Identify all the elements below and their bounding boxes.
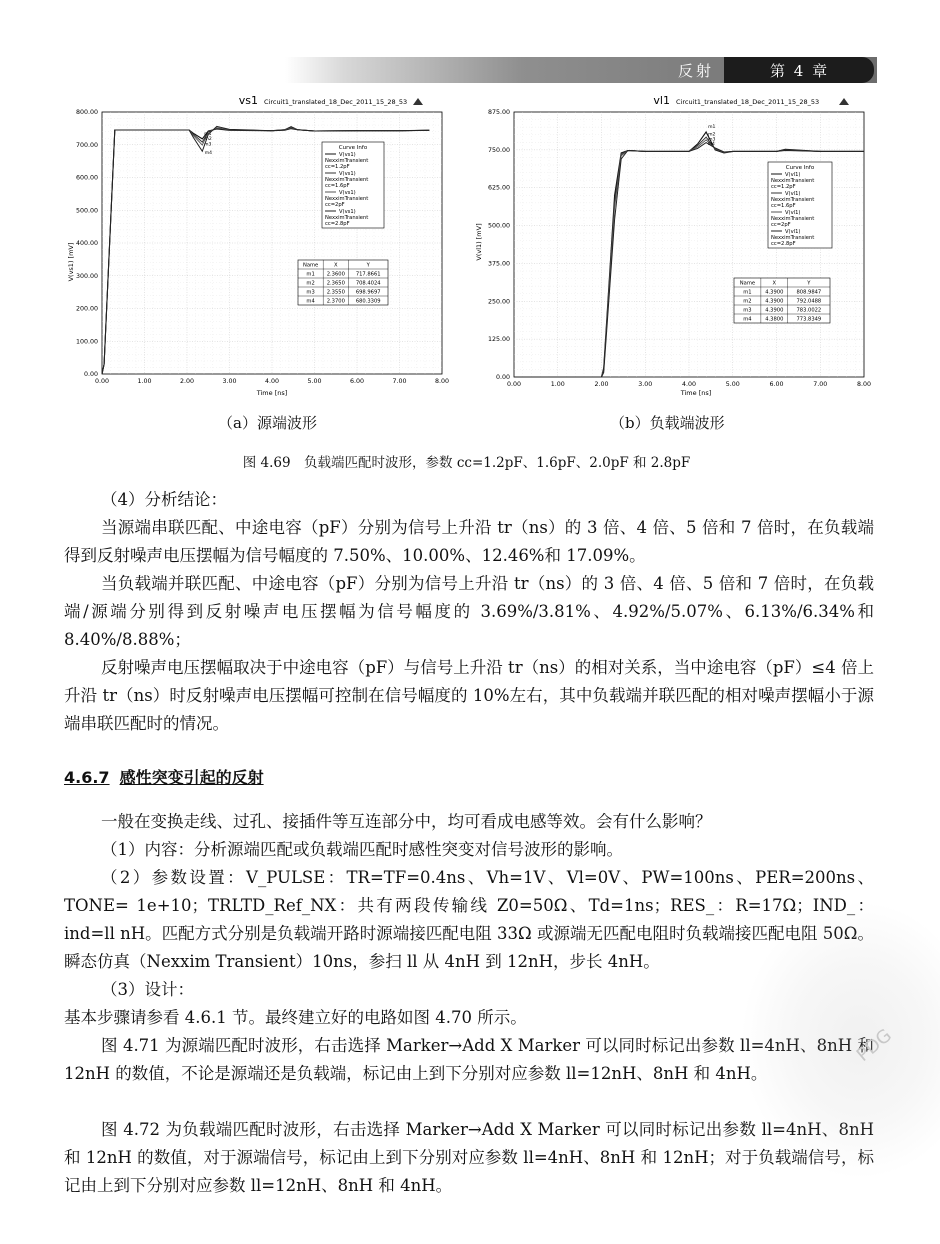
paragraph: （2）参数设置：V_PULSE：TR=TF=0.4ns、Vh=1V、Vl=0V、PW=100ns、PER=200ns、TONE= 1e+10；TRLTD_Ref_NX：共有两段传输线 Z0=50Ω、Td=1ns；RES_：R=17Ω；IND_：ind=ll nH。匹配方式分别是负载端开路时源端接匹配电阻 33Ω 或源端无匹配电阻时负载端接匹配电阻 50Ω。瞬态仿真（Nexxim Transient）10ns，参扫 ll 从 4nH 到 12nH，步长 4nH。 xyxy=(64,868,874,971)
y-tick-label: 0.00 xyxy=(495,374,510,381)
x-tick-label: 3.00 xyxy=(638,381,653,388)
y-axis-label: V(vs1) [mV] xyxy=(67,242,75,282)
table-cell: 808.9847 xyxy=(796,289,822,296)
paragraph: 反射噪声电压摆幅取决于中途电容（pF）与信号上升沿 tr（ns）的相对关系，当中途电容（pF）≤4 倍上升沿 tr（ns）时反射噪声电压摆幅可控制在信号幅度的 10%左右，其中负载端并联匹配的相对噪声摆幅小于源端串联匹配时的情况。 xyxy=(64,658,874,733)
plot-title: vl1 xyxy=(653,94,670,107)
table-cell: 708.4024 xyxy=(355,280,381,287)
x-tick-label: 4.00 xyxy=(264,378,280,385)
legend-entry-signal: V(vs1) xyxy=(339,190,356,196)
table-header: Name xyxy=(739,280,756,287)
table-cell: m4 xyxy=(306,298,315,305)
x-tick-label: 1.00 xyxy=(550,381,565,388)
legend-title: Curve Info xyxy=(338,145,368,151)
paragraph: （3）设计： xyxy=(101,980,194,999)
y-tick-label: 700.00 xyxy=(75,141,98,149)
legend-entry-signal: V(vs1) xyxy=(339,171,356,177)
x-tick-label: 7.00 xyxy=(392,378,407,385)
y-tick-label: 200.00 xyxy=(75,305,98,313)
y-tick-label: 500.00 xyxy=(487,222,510,230)
paragraph: 当源端串联匹配、中途电容（pF）分别为信号上升沿 tr（ns）的 3 倍、4 倍、5 倍和 7 倍时，在负载端得到反射噪声电压摆幅为信号幅度的 7.50%、10.00%、12.46%和 17.09%。 xyxy=(64,518,874,565)
paragraph: （1）内容：分析源端匹配或负载端匹配时感性突变对信号波形的影响。 xyxy=(101,840,623,859)
x-tick-label: 1.00 xyxy=(137,378,152,385)
legend-entry-analysis: NexximTransient xyxy=(325,177,369,183)
x-axis-label: Time [ns] xyxy=(256,389,288,397)
legend-entry-signal: V(vl1) xyxy=(785,210,801,216)
legend-curve-info xyxy=(322,142,384,228)
y-axis-label: V(vl1) [mV] xyxy=(475,223,483,261)
legend-entry-param: cc=1.2pF xyxy=(771,184,796,190)
marker-label: m1 xyxy=(708,124,716,130)
marker-table xyxy=(734,278,830,323)
legend-entry-signal: V(vs1) xyxy=(339,209,356,215)
legend-entry-analysis: NexximTransient xyxy=(771,216,815,222)
table-cell: m3 xyxy=(743,307,752,314)
table-cell: m2 xyxy=(743,298,752,305)
table-cell: 698.9697 xyxy=(355,289,381,296)
marker-label: m3 xyxy=(204,142,212,148)
header-chapter-label: 第 4 章 xyxy=(770,62,830,80)
legend-entry-param: cc=2pF xyxy=(771,222,791,228)
marker-table xyxy=(298,260,388,305)
y-tick-label: 750.00 xyxy=(487,146,510,154)
section-number: 4.6.7 xyxy=(64,768,110,787)
table-cell: 783.0022 xyxy=(796,307,822,314)
marker-label: m4 xyxy=(204,150,212,156)
table-cell: 4.3800 xyxy=(765,316,784,323)
y-tick-label: 250.00 xyxy=(487,298,510,306)
table-header: X xyxy=(334,262,338,269)
ansoft-logo-icon xyxy=(839,98,849,105)
y-tick-label: 600.00 xyxy=(75,174,98,182)
paragraph: 图 4.71 为源端匹配时波形，右击选择 Marker→Add X Marker 可以同时标记出参数 ll=4nH、8nH 和 12nH 的数值，不论是源端还是负载端，标记由上到下分别对应参数 ll=12nH、8nH 和 4nH。 xyxy=(64,1036,874,1083)
y-tick-label: 300.00 xyxy=(75,272,98,280)
header-section-title: 反射 xyxy=(678,62,715,80)
x-tick-label: 8.00 xyxy=(434,378,450,385)
legend-entry-signal: V(vl1) xyxy=(785,172,801,178)
legend-entry-analysis: NexximTransient xyxy=(771,178,815,184)
markers-label-group xyxy=(204,131,212,156)
x-tick-label: 0.00 xyxy=(506,381,522,388)
legend-entry-param: cc=1.2pF xyxy=(325,164,350,170)
table-cell: m1 xyxy=(743,289,752,296)
x-tick-label: 5.00 xyxy=(307,378,322,385)
section-title: 感性突变引起的反射 xyxy=(119,768,264,787)
paragraph: 当负载端并联匹配、中途电容（pF）分别为信号上升沿 tr（ns）的 3 倍、4 倍、5 倍和 7 倍时，在负载端/源端分别得到反射噪声电压摆幅为信号幅度的 3.69%/3.81%、4.92%/5.07%、6.13%/6.34%和 8.40%/8.88%； xyxy=(64,574,874,649)
x-tick-label: 5.00 xyxy=(725,381,740,388)
plot-title: vs1 xyxy=(238,94,258,107)
x-tick-label: 2.00 xyxy=(594,381,609,388)
x-axis-label: Time [ns] xyxy=(680,389,712,397)
legend-entry-param: cc=2.8pF xyxy=(771,241,796,247)
x-tick-label: 6.00 xyxy=(349,378,365,385)
plot-subtitle: Circuit1_translated_18_Dec_2011_15_28_53 xyxy=(264,98,408,106)
caption-b: （b）负载端波形 xyxy=(610,414,725,432)
marker-label: m1 xyxy=(204,131,212,137)
table-cell: 4.3900 xyxy=(765,298,784,305)
y-tick-label: 625.00 xyxy=(487,184,510,192)
legend-entry-analysis: NexximTransient xyxy=(325,196,369,202)
legend-entry-param: cc=2pF xyxy=(325,202,345,208)
watermark-seal xyxy=(740,900,940,1180)
legend-entry-param: cc=1.6pF xyxy=(325,183,350,189)
table-cell: 2.3650 xyxy=(326,280,345,287)
legend-title: Curve Info xyxy=(785,165,815,171)
paragraph: 基本步骤请参看 4.6.1 节。最终建立好的电路如图 4.70 所示。 xyxy=(64,1008,527,1027)
table-header: Y xyxy=(807,280,811,287)
table-cell: 2.3700 xyxy=(326,298,345,305)
y-tick-label: 375.00 xyxy=(487,260,510,268)
table-cell: 680.3309 xyxy=(355,298,381,305)
plot-load-waveform xyxy=(472,92,872,407)
x-tick-label: 6.00 xyxy=(769,381,784,388)
section-heading xyxy=(64,765,264,788)
figure-caption: 图 4.69 负载端匹配时波形，参数 cc=1.2pF、1.6pF、2.0pF 和 2.8pF xyxy=(242,455,691,471)
legend-entry-param: cc=2.8pF xyxy=(325,221,350,227)
table-cell: 717.8661 xyxy=(355,271,381,278)
paragraph: 图 4.72 为负载端匹配时波形，右击选择 Marker→Add X Marker 可以同时标记出参数 ll=4nH、8nH 和 12nH 的数值，对于源端信号，标记由上到下分别对应参数 ll=4nH、8nH 和 12nH；对于负载端信号，标记由上到下分别对应参数 ll=12nH、8nH 和 4nH。 xyxy=(64,1120,874,1195)
x-tick-label: 8.00 xyxy=(856,381,872,388)
table-cell: 2.3600 xyxy=(326,271,345,278)
marker-label: m3 xyxy=(708,137,716,143)
table-header: Y xyxy=(366,262,370,269)
x-tick-label: 2.00 xyxy=(179,378,195,385)
table-cell: 792.0488 xyxy=(796,298,822,305)
ansoft-logo-icon xyxy=(413,98,423,105)
table-cell: 773.8349 xyxy=(796,316,822,323)
x-tick-label: 7.00 xyxy=(813,381,828,388)
y-tick-label: 500.00 xyxy=(75,207,98,215)
plot-source-waveform xyxy=(60,92,450,407)
marker-label: m4 xyxy=(707,142,715,148)
table-header: X xyxy=(772,280,777,287)
y-tick-label: 125.00 xyxy=(487,336,510,344)
paragraph: 一般在变换走线、过孔、接插件等互连部分中，均可看成电感等效。会有什么影响？ xyxy=(101,812,712,831)
table-header: Name xyxy=(302,262,319,269)
plot-subtitle: Circuit1_translated_18_Dec_2011_15_28_53 xyxy=(676,98,820,106)
y-tick-label: 0.00 xyxy=(83,371,98,378)
legend-entry-analysis: NexximTransient xyxy=(771,235,815,241)
markers-label-group xyxy=(708,124,716,147)
legend-curve-info xyxy=(768,162,832,248)
legend-entry-signal: V(vl1) xyxy=(785,191,801,197)
table-cell: 4.3900 xyxy=(765,289,784,296)
legend-entry-analysis: NexximTransient xyxy=(325,215,369,221)
legend-entry-signal: V(vs1) xyxy=(339,152,356,158)
marker-label: m2 xyxy=(708,132,716,138)
y-tick-label: 100.00 xyxy=(75,338,98,346)
legend-entry-signal: V(vl1) xyxy=(785,229,801,235)
caption-a: （a）源端波形 xyxy=(218,414,317,432)
table-cell: 4.3900 xyxy=(765,307,784,314)
table-cell: m4 xyxy=(743,316,752,323)
table-cell: m3 xyxy=(306,289,315,296)
legend-entry-analysis: NexximTransient xyxy=(771,197,815,203)
y-tick-label: 800.00 xyxy=(75,109,98,116)
y-tick-label: 400.00 xyxy=(75,240,98,247)
paragraph-conclusion-heading: （4）分析结论： xyxy=(101,490,227,509)
table-cell: m1 xyxy=(306,271,315,278)
watermark-text: PDG xyxy=(852,1025,896,1066)
y-tick-label: 875.00 xyxy=(487,109,510,116)
table-cell: m2 xyxy=(306,280,315,287)
legend-entry-analysis: NexximTransient xyxy=(325,158,369,164)
legend-entry-param: cc=1.6pF xyxy=(771,203,796,209)
x-tick-label: 3.00 xyxy=(222,378,237,385)
x-tick-label: 0.00 xyxy=(94,378,110,385)
x-tick-label: 4.00 xyxy=(681,381,697,388)
table-cell: 2.3550 xyxy=(326,289,345,296)
marker-label: m2 xyxy=(204,137,212,143)
